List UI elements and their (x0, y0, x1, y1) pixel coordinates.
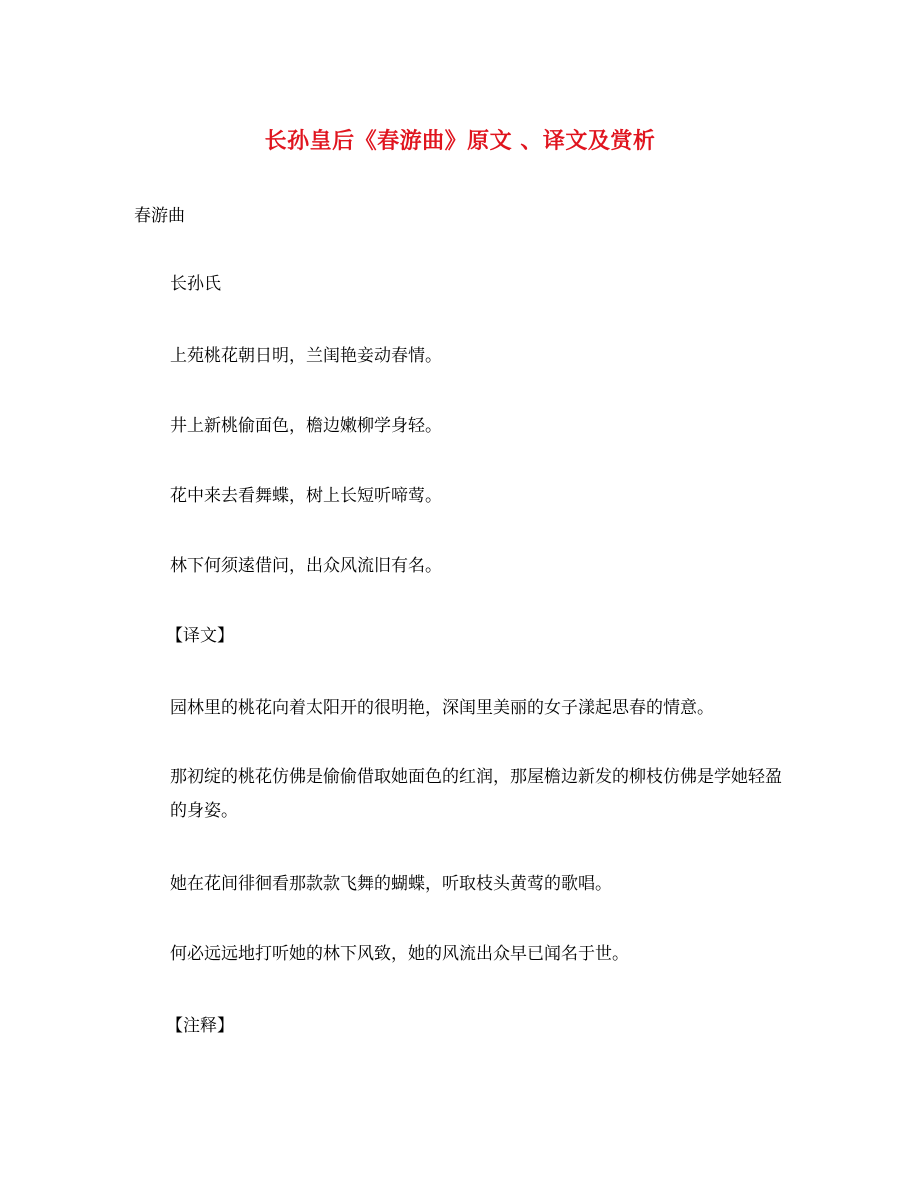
translation-paragraph: 园林里的桃花向着太阳开的很明艳，深闺里美丽的女子漾起思春的情意。 (170, 698, 714, 718)
translation-paragraph: 她在花间徘徊看那款款飞舞的蝴蝶，听取枝头黄莺的歌唱。 (170, 874, 612, 894)
poem-author: 长孙氏 (170, 274, 221, 294)
notes-heading: 【注释】 (166, 1016, 234, 1036)
translation-heading: 【译文】 (166, 626, 234, 646)
translation-paragraph: 那初绽的桃花仿佛是偷偷借取她面色的红润，那屋檐边新发的柳枝仿佛是学她轻盈的身姿。 (170, 767, 782, 821)
poem-line: 井上新桃偷面色，檐边嫩柳学身轻。 (170, 416, 442, 436)
translation-paragraph: 何必远远地打听她的林下风致，她的风流出众早已闻名于世。 (170, 944, 629, 964)
poem-name: 春游曲 (134, 206, 185, 226)
poem-line: 花中来去看舞蝶，树上长短听啼莺。 (170, 486, 442, 506)
poem-line: 林下何须逺借问，出众风流旧有名。 (170, 556, 442, 576)
document-title: 长孙皇后《春游曲》原文 、译文及赏析 (264, 129, 656, 154)
poem-line: 上苑桃花朝日明，兰闺艳妾动春情。 (170, 346, 442, 366)
